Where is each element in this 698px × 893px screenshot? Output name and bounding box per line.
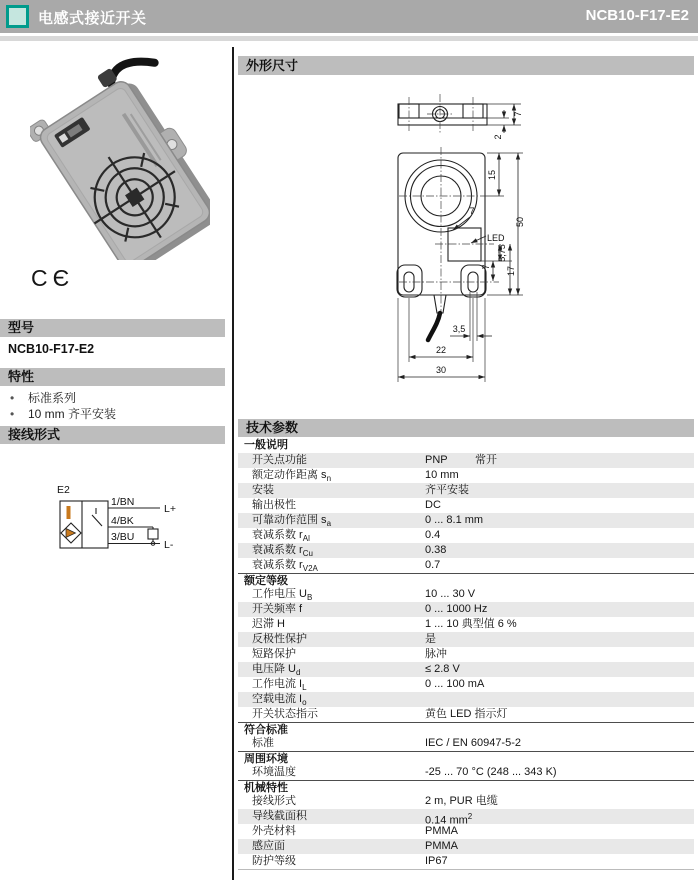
spec-label: 空载电流 $I_o$ [252, 693, 307, 708]
spec-section-label: 一般说明 [244, 439, 288, 451]
pin-label-bu: 3/BU [111, 531, 135, 543]
spec-row [238, 453, 694, 468]
front-view-dimensions [398, 153, 525, 382]
page-title: 电感式接近开关 [38, 10, 147, 27]
section-header-connection: 接线形式 [0, 426, 225, 444]
product-photo [30, 55, 210, 260]
inductive-symbol [67, 506, 71, 519]
spec-row [238, 839, 694, 854]
spec-value: 黄色 LED 指示灯 [425, 708, 508, 720]
section-header-specs: 技术参数 [238, 419, 694, 437]
spec-value: PMMA [425, 825, 458, 837]
spec-row [238, 824, 694, 839]
spec-value: -25 ... 70 °C (248 ... 343 K) [425, 766, 557, 778]
spec-value: IP67 [425, 855, 448, 867]
section-header-features: 特性 [0, 368, 225, 386]
spec-value: PMMA [425, 840, 458, 852]
dim-coil-center: 15 [487, 169, 497, 181]
feature-item [10, 406, 116, 422]
spec-label: 开关状态指示 [252, 708, 318, 720]
brand-icon [6, 5, 29, 28]
spec-row [238, 736, 694, 751]
column-divider [232, 47, 234, 880]
feature-text: 标准系列 [28, 391, 77, 405]
cable-drawing [428, 313, 440, 340]
spec-value: 1 ... 10 典型值 6 % [425, 618, 517, 630]
spec-value: 0.38 [425, 544, 447, 556]
spec-label: 衰减系数 $r_{V2A}$ [252, 559, 318, 574]
spec-section-label: 机械特性 [244, 782, 288, 794]
spec-label: 电压降 $U_d$ [252, 663, 301, 678]
dim-step: 2 [493, 134, 503, 140]
spec-label: 反极性保护 [252, 633, 307, 645]
spec-value: IEC / EN 60947-5-2 [425, 737, 521, 749]
spec-value-2: 常开 [475, 454, 497, 466]
spec-section-label: 额定等级 [244, 575, 288, 587]
feature-text: 10 mm 齐平安装 [28, 407, 117, 421]
spec-label: 可靠动作范围 $s_a$ [252, 514, 332, 529]
spec-row [238, 587, 694, 602]
supply-minus-label: L- [164, 539, 174, 551]
spec-value: 0.7 [425, 559, 441, 571]
spec-value: 齐平安装 [425, 484, 469, 496]
ce-mark: CЄ [31, 265, 75, 291]
spec-label: 迟滞 H [252, 618, 285, 630]
spec-row [238, 647, 694, 662]
spec-value: 是 [425, 633, 436, 645]
dim-led-width: 7 [469, 206, 475, 216]
header-shadow-strip [0, 36, 698, 41]
spec-row [238, 543, 694, 558]
spec-row [238, 692, 694, 707]
spec-value: 脉冲 [425, 648, 447, 660]
spec-value: 0.4 [425, 529, 441, 541]
section-header-model: 型号 [0, 319, 225, 337]
spec-table [238, 438, 694, 870]
spec-section-label: 符合标准 [244, 724, 288, 736]
sensor-body-group [30, 55, 210, 260]
spec-section-header [238, 780, 694, 794]
spec-section-header [238, 751, 694, 765]
spec-value: 10 ... 30 V [425, 588, 476, 600]
spec-row [238, 558, 694, 573]
spec-row [238, 854, 694, 869]
model-number: NCB10-F17-E2 [8, 342, 95, 356]
spec-section-header [238, 438, 694, 453]
spec-label: 导线截面积 [252, 810, 307, 822]
dim-thickness: 7 [513, 111, 523, 117]
spec-label: 工作电流 $I_L$ [252, 678, 307, 693]
spec-row [238, 498, 694, 513]
spec-value: DC [425, 499, 441, 511]
spec-label: 感应面 [252, 840, 285, 852]
dim-hole-depth: 17 [506, 265, 516, 277]
dim-led-label: LED [487, 233, 505, 243]
wiring-diagram [40, 478, 210, 568]
switch-lever [92, 515, 102, 526]
spec-row [238, 765, 694, 780]
dimension-drawing [370, 85, 545, 395]
dim-foot-offset: 7 [481, 264, 491, 270]
section-header-dimensions: 外形尺寸 [238, 56, 694, 75]
bullet-icon: • [10, 391, 15, 405]
header-part-number: NCB10-F17-E2 [585, 7, 689, 24]
spec-row [238, 602, 694, 617]
load-symbol [148, 529, 158, 539]
spec-label: 输出极性 [252, 499, 296, 511]
dim-height: 50 [515, 216, 525, 228]
spec-section-header [238, 722, 694, 736]
spec-row [238, 677, 694, 692]
features-list [10, 390, 116, 422]
header-bar [0, 0, 698, 33]
dim-width: 30 [435, 365, 447, 375]
spec-value: 0 ... 100 mA [425, 678, 485, 690]
spec-label: 短路保护 [252, 648, 296, 660]
spec-label: 衰减系数 $r_{Cu}$ [252, 544, 313, 559]
spec-row [238, 513, 694, 528]
supply-plus-label: L+ [164, 503, 176, 515]
top-view [398, 94, 523, 140]
spec-row [238, 632, 694, 647]
feature-item [10, 390, 116, 406]
spec-section-header [238, 573, 694, 587]
spec-row [238, 794, 694, 809]
spec-section-label: 周围环境 [244, 753, 288, 765]
spec-label: 防护等级 [252, 855, 296, 867]
spec-value: ≤ 2.8 V [425, 663, 460, 675]
spec-value: 0 ... 1000 Hz [425, 603, 488, 615]
dim-hole-spacing: 22 [435, 345, 447, 355]
spec-label: 额定动作距离 $s_n$ [252, 469, 332, 484]
pin-label-bn: 1/BN [111, 496, 135, 508]
spec-label: 开关点功能 [252, 454, 307, 466]
spec-label: 工作电压 $U_B$ [252, 588, 313, 603]
spec-value: 10 mm [425, 469, 459, 481]
pin-label-bk: 4/BK [111, 515, 134, 527]
spec-label: 安装 [252, 484, 274, 496]
dim-led-offset: 5,75 [497, 244, 507, 262]
spec-row [238, 528, 694, 543]
spec-value: 0.14 $mm^2$ [425, 812, 473, 827]
spec-row [238, 617, 694, 632]
spec-label: 衰减系数 $r_{Al}$ [252, 529, 310, 544]
bullet-icon: • [10, 407, 15, 421]
spec-row [238, 809, 694, 827]
spec-row [238, 707, 694, 722]
spec-row [238, 662, 694, 677]
spec-label: 接线形式 [252, 795, 296, 807]
front-view [397, 147, 499, 340]
spec-value: PNP [425, 454, 448, 466]
spec-value: 0 ... 8.1 mm [425, 514, 484, 526]
spec-label: 标准 [252, 737, 274, 749]
wiring-variant-label: E2 [57, 484, 70, 496]
spec-label: 开关频率 f [252, 603, 303, 615]
dim-slot-width: 3,5 [452, 324, 466, 334]
spec-row [238, 483, 694, 498]
spec-row [238, 468, 694, 483]
spec-label: 环境温度 [252, 766, 296, 778]
spec-value: 2 m, PUR 电缆 [425, 795, 498, 807]
spec-label: 外壳材料 [252, 825, 296, 837]
